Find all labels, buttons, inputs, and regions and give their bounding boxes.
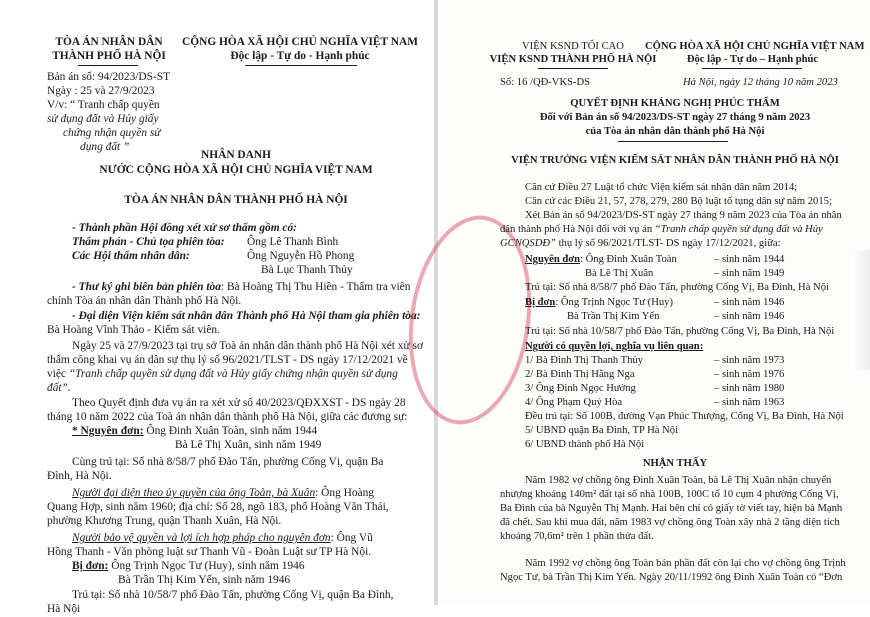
judge-label: Thẩm phán - Chủ tọa phiên tòa: xyxy=(72,236,225,248)
nation-name: CỘNG HÒA XÃ HỘI CHỦ NGHĨA VIỆT NAM xyxy=(182,36,418,48)
defendant-line-1 xyxy=(72,559,305,574)
court-name-line-1: TÒA ÁN NHÂN DÂN xyxy=(55,36,163,48)
rep-1: : Ông Hoàng xyxy=(315,487,374,499)
decision-number: Số: 16 /QĐ-VKS-DS xyxy=(500,77,591,88)
procurator-name: Bà Hoàng Vĩnh Thảo - Kiểm sát viên. xyxy=(47,324,220,336)
clerk-label: - Thư ký ghi biên bản phiên tòa xyxy=(72,281,221,293)
clerk-text: : Bà Hoàng Thị Thu Hiền - Thẩm tra viên xyxy=(220,281,411,293)
place-date: Hà Nội, ngày 12 tháng 10 năm 2023 xyxy=(683,77,838,88)
clerk-line xyxy=(72,280,410,295)
appeal-decision-page xyxy=(440,0,870,605)
para1-line-3-b: “Tranh chấp quyền sử dụng đất và Hủy giấy chứng nhận quyền sử dụng xyxy=(68,368,398,380)
related-5: 5/ UBND quận Ba Đình, TP Hà Nội xyxy=(525,425,679,436)
rep-line-2: Quang Hợp, sinh năm 1960; địa chỉ: Số 28, ngõ 183, phố Hoàng Văn Thái, xyxy=(47,501,389,513)
address1-line-2: Đình, Hà Nội. xyxy=(47,470,112,482)
court-name-line-2: THÀNH PHỐ HÀ NỘI xyxy=(52,50,166,62)
decision-subtitle-2: của Tòa án nhân dân thành phố Hà Nội xyxy=(585,126,765,137)
heading-republic: NƯỚC CỘNG HÒA XÃ HỘI CHỦ NGHĨA VIỆT NAM xyxy=(99,164,373,176)
right-plaintiff-label: Nguyên đơn xyxy=(525,254,581,265)
basis-3-line-1: Xét Bản án số 94/2023/DS-ST ngày 27 tháng 9 năm 2023 của Tòa án nhân xyxy=(525,210,842,221)
related-4-year: – sinh năm 1963 xyxy=(714,397,785,408)
right-defendant-1: : Ông Trịnh Ngọc Tư (Huy) xyxy=(555,297,673,308)
rep-label: Người đại diện theo ủy quyền của ông Toàn, bà Xuân xyxy=(72,487,316,499)
decision-title: QUYẾT ĐỊNH KHÁNG NGHỊ PHÚC THẨM xyxy=(570,98,780,109)
defendant-1: Ông Trịnh Ngọc Tư (Huy), sinh năm 1946 xyxy=(108,560,305,572)
related-2: 2/ Bà Đinh Thị Hằng Nga xyxy=(525,369,635,380)
related-4: 4/ Ông Phạm Quý Hòa xyxy=(525,397,623,408)
para1-line-3 xyxy=(47,367,398,382)
judgment-subject-4: dụng đất ” xyxy=(80,141,130,153)
right-nation-motto: Độc lập - Tự do – Hạnh phúc xyxy=(686,54,819,65)
related-6: 6/ UBND thành phố Hà Nội xyxy=(525,439,645,450)
related-1: 1/ Bà Đinh Thị Thanh Thủy xyxy=(525,355,643,366)
finding-1-line-5: khoảng 70,6m² trên 1 phần thửa đất. xyxy=(500,531,654,542)
lawyer-line-2: Hồng Thanh - Văn phòng luật sư Thanh Vũ - Đoàn Luật sư TP Hà Nội. xyxy=(47,546,372,558)
para1-line-3-a: việc xyxy=(47,368,69,380)
judgment-subject-3: chứng nhận quyền sử xyxy=(63,127,161,139)
right-defendant-1-year: – sinh năm 1946 xyxy=(714,297,785,308)
basis-3-line-2-a: dân thành phố Hà Nội đối với vụ án xyxy=(500,224,655,235)
finding-1-line-2: nhượng khoảng 140m² đất tại số nhà 100B, 100C tổ 10 cụm 4 phường Cống Vị, xyxy=(500,489,839,500)
right-defendant-2-year: – sinh năm 1946 xyxy=(714,311,785,322)
address1-line-1: Cùng trú tại: Số nhà 8/58/7 phố Đào Tấn, phường Cống Vị, quận Ba xyxy=(72,456,384,468)
right-plaintiff-1: : Ông Đinh Xuân Toàn xyxy=(580,254,677,265)
basis-3-line-2-b: “Tranh chấp quyền sử dụng đất và Hủy xyxy=(654,224,823,235)
right-plaintiff-2: Bà Lê Thị Xuân xyxy=(585,268,654,279)
right-plaintiff-1-year: – sinh năm 1944 xyxy=(714,254,785,265)
finding-2-line-1: Năm 1992 vợ chồng ông Toàn bán phần đất còn lại cho vợ chồng ông Trịnh xyxy=(525,558,846,569)
plaintiff-2: Bà Lê Thị Xuân, sinh năm 1949 xyxy=(175,439,322,451)
finding-1-line-4: đã chết. Sau khi mua đất, năm 1983 vợ chồng ông Toàn xây nhà 2 tầng diện tích xyxy=(500,517,840,528)
agency-underline xyxy=(538,68,608,69)
defendant-label: Bị đơn: xyxy=(72,560,109,572)
court-name-underline xyxy=(78,65,138,66)
judgment-page xyxy=(0,0,432,615)
para1-line-2: thẩm công khai vụ án dân sự thụ lý số 96/2021/TLST - DS ngày 17/12/2021 về xyxy=(47,354,408,366)
nation-motto: Độc lập - Tự do - Hạnh phúc xyxy=(230,50,370,62)
juror-label: Các Hội thẩm nhân dân: xyxy=(72,250,190,262)
lawyer-label: Người bảo vệ quyền và lợi ích hợp pháp cho nguyên đơn xyxy=(72,532,331,544)
decision-subtitle-1: Đối với Bản án số 94/2023/DS-ST ngày 27 tháng 9 năm 2023 xyxy=(539,112,811,123)
judge-name: Ông Lê Thanh Bình xyxy=(247,236,339,248)
basis-1: Căn cứ Điều 27 Luật tổ chức Viện kiểm sát nhân dân năm 2014; xyxy=(525,182,798,193)
para2-line-1: Theo Quyết định đưa vụ án ra xét xử số 40/2023/QĐXXST - DS ngày 28 xyxy=(72,397,406,409)
address2-line-2: Hà Nội xyxy=(47,603,81,615)
right-nation-name: CỘNG HÒA XÃ HỘI CHỦ NGHĨA VIỆT NAM xyxy=(645,41,865,52)
judgment-subject-1: V/v: “ Tranh chấp quyền xyxy=(47,99,160,111)
rep-line-3: phường Khương Trung, quận Thanh Xuân, Hà Nội. xyxy=(47,515,282,527)
motto-underline xyxy=(245,65,357,66)
procurator-label: - Đại diện Viện kiểm sát nhân dân Thành phố Hà Nội tham gia phiên tòa: xyxy=(72,310,421,322)
page-fold-shadow xyxy=(852,250,870,370)
right-defendant-label: Bị đơn xyxy=(525,297,556,308)
basis-3-line-3-a: GCNQSDĐ” xyxy=(500,238,556,249)
related-1-year: – sinh năm 1973 xyxy=(714,355,785,366)
juror-2: Bà Lục Thanh Thủy xyxy=(261,264,353,276)
basis-2: Căn cứ các Điều 21, 57, 278, 279, 280 Bộ luật tố tụng dân sự năm 2015; xyxy=(525,196,832,207)
clerk-text-2: chính Tòa án nhân dân Thành phố Hà Nội. xyxy=(47,295,242,307)
finding-2-line-2: Ngọc Tư, bà Trần Thị Kim Yến. Ngày 20/11/1992 ông Đinh Xuân Toàn có “Đơn xyxy=(500,572,843,583)
basis-3-line-3-b: thụ lý số 96/2021/TLST- DS ngày 17/12/2021, giữa: xyxy=(555,238,781,249)
right-motto-underline xyxy=(702,68,802,69)
para1-line-4: đất”. xyxy=(47,382,71,394)
related-address: Đều trú tại: Số 100B, đường Vạn Phúc Thượng, Cống Vị, Ba Đình, Hà Nội xyxy=(525,411,844,422)
heading-in-the-name: NHÂN DANH xyxy=(201,149,271,161)
right-defendant-2: Bà Trần Thị Kim Yến xyxy=(567,311,660,322)
related-3: 3/ Ông Đinh Ngọc Hưởng xyxy=(525,383,636,394)
rep-line-1 xyxy=(72,486,374,501)
section-heading: NHẬN THẤY xyxy=(642,458,708,469)
subtitle-underline xyxy=(618,141,728,142)
heading-court: TÒA ÁN NHÂN DÂN THÀNH PHỐ HÀ NỘI xyxy=(124,194,348,206)
related-3-year: – sinh năm 1980 xyxy=(714,383,785,394)
right-plaintiff-2-year: – sinh năm 1949 xyxy=(714,268,785,279)
right-plaintiff-line-1 xyxy=(525,253,677,267)
related-2-year: – sinh năm 1976 xyxy=(714,369,785,380)
authority: VIỆN TRƯỞNG VIỆN KIỂM SÁT NHÂN DÂN THÀNH PHỐ HÀ NỘI xyxy=(511,155,839,166)
judgment-number: Bản án số: 94/2023/DS-ST xyxy=(47,71,171,83)
judgment-subject-2: sử dụng đất và Hủy giấy xyxy=(47,113,159,125)
plaintiff-1: Ông Đinh Xuân Toàn, sinh năm 1944 xyxy=(143,425,318,437)
basis-3-line-2 xyxy=(500,223,823,237)
finding-1-line-3: Ba Đình của bà Nguyễn Thị Mạnh. Hai bên chỉ có giấy tờ viết tay, hiện bà Mạnh xyxy=(500,503,843,514)
right-address-2: Trú tại: Số nhà 10/58/7 phố Đào Tấn, phường Cống Vị, Ba Đình, Hà Nội xyxy=(525,326,835,337)
judgment-date: Ngày : 25 và 27/9/2023 xyxy=(47,85,155,97)
lawyer-line-1 xyxy=(72,531,373,546)
agency-line-2: VIỆN KSND THÀNH PHỐ HÀ NỘI xyxy=(489,54,657,65)
agency-line-1: VIỆN KSND TỐI CAO xyxy=(522,41,624,52)
council-intro: - Thành phần Hội đồng xét xử sơ thẩm gồm có: xyxy=(72,222,297,234)
defendant-2: Bà Trần Thị Kim Yến, sinh năm 1946 xyxy=(118,574,291,586)
lawyer-1: : Ông Vũ xyxy=(330,532,373,544)
plaintiff-label: * Nguyên đơn: xyxy=(72,425,144,437)
related-label: Người có quyền lợi, nghĩa vụ liên quan: xyxy=(525,341,704,352)
right-address-1: Trú tại: Số nhà 8/58/7 phố Đào Tấn, phường Cống Vị, Ba Đình, Hà Nội xyxy=(525,282,829,293)
right-defendant-line-1 xyxy=(525,296,673,310)
address2-line-1: Trú tại: Số nhà 10/58/7 phố Đào Tấn, phường Cống Vị, quận Ba Đình, xyxy=(72,589,394,601)
para1-line-1: Ngày 25 và 27/9/2023 tại trụ sở Toà án nhân dân thành phố Hà Nội xét xử sơ xyxy=(72,340,423,352)
plaintiff-line-1 xyxy=(72,424,317,439)
juror-1: Ông Nguyễn Hồ Phong xyxy=(247,250,355,262)
finding-1-line-1: Năm 1982 vợ chồng ông Đinh Xuân Toàn, bà Lê Thị Xuân nhận chuyển xyxy=(525,475,832,486)
basis-3-line-3 xyxy=(500,237,781,251)
para2-line-2: tháng 10 năm 2022 của Toà án nhân dân thành phố Hà Nội, giữa các đương sự: xyxy=(47,411,408,423)
